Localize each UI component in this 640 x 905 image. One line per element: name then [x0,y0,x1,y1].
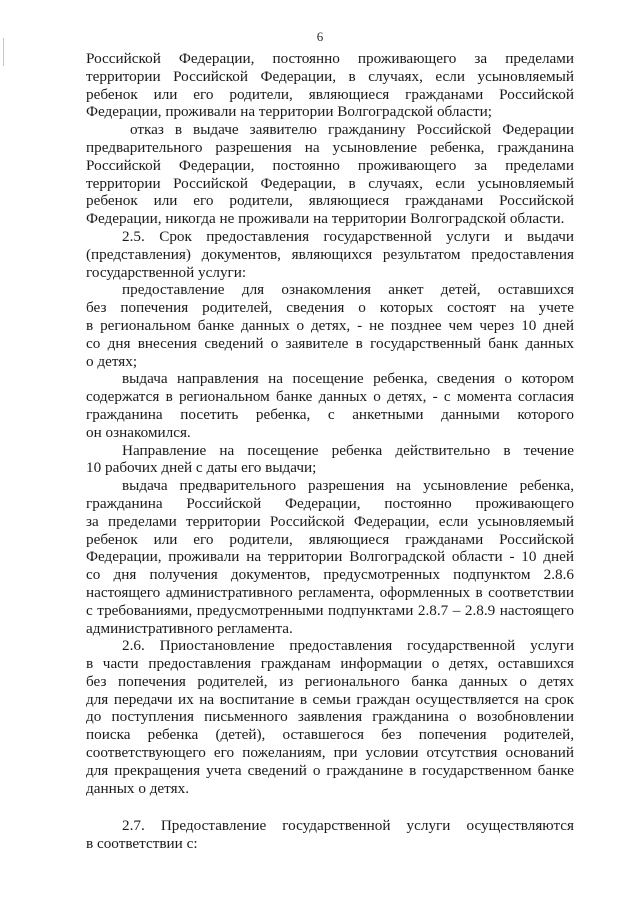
text-line: Федерации, проживали на территории Волгоградской области; [86,103,492,121]
text-line: (представления) документов, являющихся результатом предоставления [86,245,574,263]
section-heading-line: 2.5. Срок предоставления государственной услуги и выдачи [122,227,574,245]
text-line: 10 рабочих дней с даты его выдачи; [86,459,317,477]
text-line: соответствующего его пожеланиям, при условии отсутствия оснований [86,744,574,762]
text-line: он ознакомился. [86,423,191,441]
text-line: для прекращения учета сведений о гражданине в государственном банке [86,761,574,779]
text-line: ребенок или его родители, являющиеся гражданами Российской [86,85,574,103]
text-line: в части предоставления гражданам информации о детях, оставшихся [86,655,574,673]
section-heading-line: 2.7. Предоставление государственной услуги осуществляются [122,817,574,835]
text-line: Направление на посещение ребенка действительно в течение [122,441,574,459]
text-line: настоящего административного регламента, оформленных в соответствии [86,583,574,601]
text-line: Российской Федерации, постоянно проживающего за пределами [86,156,574,174]
text-line: поиска ребенка (детей), оставшегося без попечения родителей, [86,726,574,744]
text-line: Федерации, проживали на территории Волгоградской области - 10 дней [86,548,574,566]
text-line: территории Российской Федерации, в случаях, если усыновляемый [86,67,574,85]
text-line: для передачи их на воспитание в семьи граждан осуществляется на срок [86,690,574,708]
section-heading-line: 2.6. Приостановление предоставления государственной услуги [122,637,574,655]
text-line: за пределами территории Российской Федерации, если усыновляемый [86,512,574,530]
text-line: государственной услуги: [86,263,247,281]
text-line: со дня внесения сведений о заявителе в государственный банк данных [86,334,574,352]
text-line: Российской Федерации, постоянно проживающего за пределами [86,50,574,67]
text-line: выдача предварительного разрешения на усыновление ребенка, [122,477,574,495]
document-body [86,50,574,853]
text-line: гражданина посетить ребенка, с анкетными данными которого [86,405,574,423]
text-line: со дня получения документов, предусмотренных подпунктом 2.8.6 [86,566,574,584]
text-line: территории Российской Федерации, в случаях, если усыновляемый [86,174,574,192]
page-number: 6 [316,29,324,44]
text-line: ребенок или его родители, являющиеся гражданами Российской [86,192,574,210]
text-line: гражданина Российской Федерации, постоянно проживающего [86,494,574,512]
text-line: отказ в выдаче заявителю гражданину Российской Федерации [130,121,574,139]
paragraph-gap [86,797,574,817]
text-line: выдача направления на посещение ребенка, сведения о котором [122,370,574,388]
text-line: данных о детях. [86,779,189,797]
text-line: Федерации, никогда не проживали на территории Волгоградской области. [86,210,565,228]
text-line: без попечения родителей, из регионального банка данных о детях [86,672,574,690]
text-line: содержатся в региональном банке данных о детях, - с момента согласия [86,388,574,406]
text-line: в соответствии с: [86,835,198,853]
text-line: предварительного разрешения на усыновление ребенка, гражданина [86,138,574,156]
text-line: в региональном банке данных о детях, - не позднее чем через 10 дней [86,316,574,334]
text-line: о детях; [86,352,138,370]
text-line: ребенок или его родители, являющиеся гражданами Российской [86,530,574,548]
text-line: предоставление для ознакомления анкет детей, оставшихся [122,281,574,299]
text-line: без попечения родителей, сведения о которых состоят на учете [86,299,574,317]
text-line: административного регламента. [86,619,293,637]
text-line: до поступления письменного заявления гражданина о возобновлении [86,708,574,726]
text-line: с требованиями, предусмотренными подпунктами 2.8.7 – 2.8.9 настоящего [86,601,574,619]
